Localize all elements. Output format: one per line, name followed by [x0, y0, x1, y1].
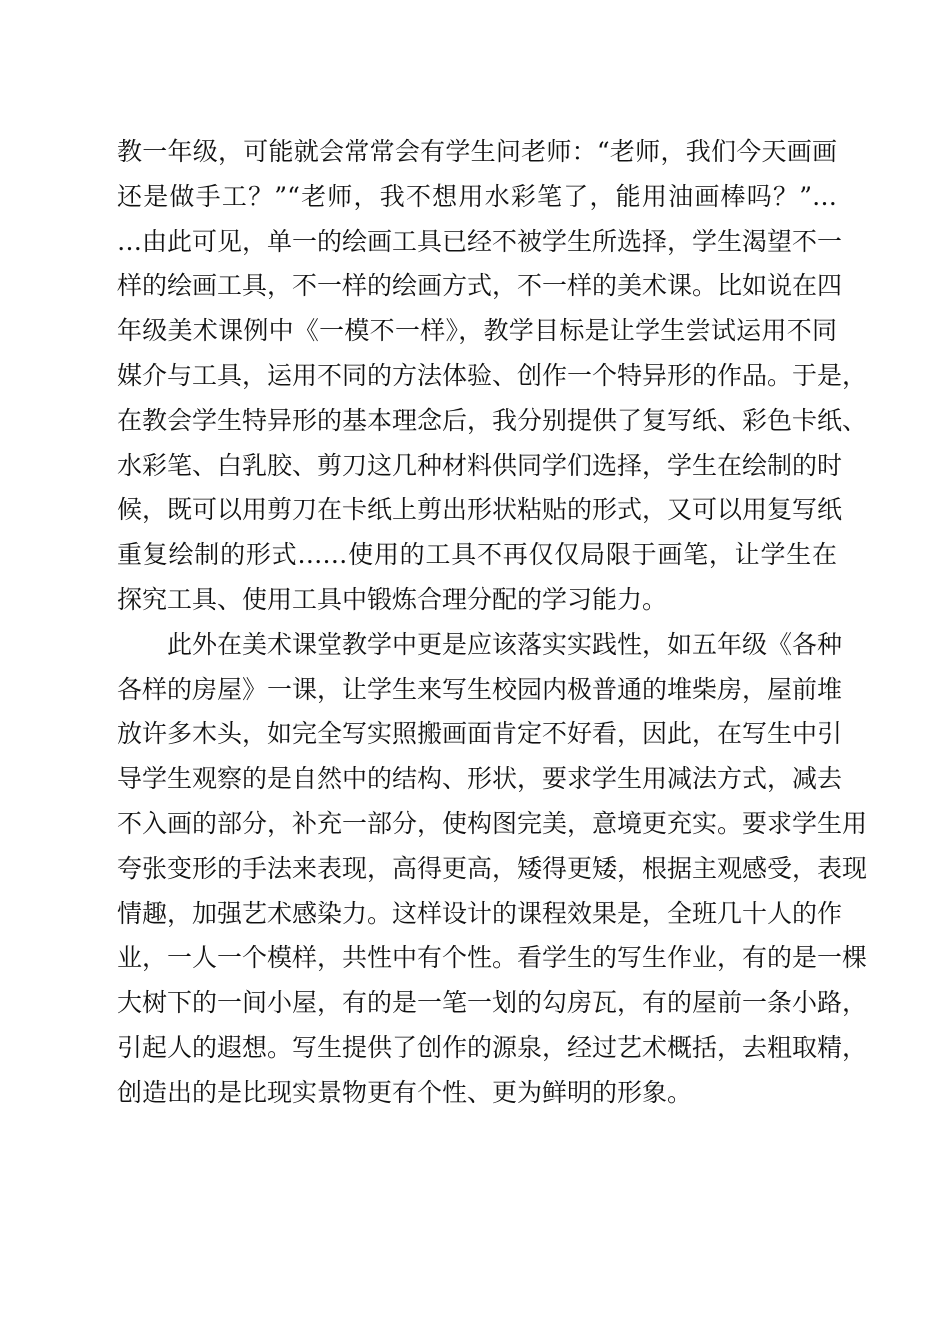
text-line: 创造出的是比现实景物更有个性、更为鲜明的形象。: [117, 1077, 693, 1107]
text-line: 探究工具、使用工具中锻炼合理分配的学习能力。: [117, 584, 668, 614]
text-line: 年级美术课例中《一模不一样》，教学目标是让学生尝试运用不同: [117, 316, 837, 346]
text-line: 大树下的一间小屋，有的是一笔一划的勾房瓦，有的屋前一条小路，: [117, 988, 868, 1018]
text-line: 引起人的遐想。写生提供了创作的源泉，经过艺术概括，去粗取精，: [117, 1032, 868, 1062]
text-line: 还是做手工？”“老师，我不想用水彩笔了，能用油画棒吗？”…: [117, 181, 837, 211]
text-line: 各样的房屋》一课，让学生来写生校园内极普通的堆柴房，屋前堆: [117, 674, 843, 704]
text-line: 在教会学生特异形的基本理念后，我分别提供了复写纸、彩色卡纸、: [117, 405, 868, 435]
text-line: 情趣，加强艺术感染力。这样设计的课程效果是，全班几十人的作: [117, 898, 843, 928]
body-text: [117, 130, 868, 1116]
text-line: 教一年级，可能就会常常会有学生问老师：“老师，我们今天画画: [117, 137, 837, 166]
text-line: 放许多木头，如完全写实照搬画面肯定不好看，因此，在写生中引: [117, 719, 843, 749]
text-line: 夸张变形的手法来表现，高得更高，矮得更矮，根据主观感受，表现: [117, 853, 868, 883]
text-line: 媒介与工具，运用不同的方法体验、创作一个特异形的作品。于是，: [117, 360, 868, 390]
text-line: 导学生观察的是自然中的结构、形状，要求学生用减法方式，减去: [117, 764, 843, 794]
text-line: 样的绘画工具，不一样的绘画方式，不一样的美术课。比如说在四: [117, 271, 843, 301]
text-line: …由此可见，单一的绘画工具已经不被学生所选择，学生渴望不一: [117, 226, 843, 256]
text-line: 重复绘制的形式……使用的工具不再仅仅局限于画笔，让学生在: [117, 540, 837, 570]
text-line: 此外在美术课堂教学中更是应该落实实践性，如五年级《各种: [167, 629, 843, 659]
text-line: 候，既可以用剪刀在卡纸上剪出形状粘贴的形式，又可以用复写纸: [117, 495, 843, 525]
text-line: 不入画的部分，补充一部分，使构图完美，意境更充实。要求学生用: [117, 808, 868, 838]
text-line: 水彩笔、白乳胶、剪刀这几种材料供同学们选择，学生在绘制的时: [117, 450, 843, 480]
text-line: 业，一人一个模样，共性中有个性。看学生的写生作业，有的是一棵: [117, 943, 868, 973]
